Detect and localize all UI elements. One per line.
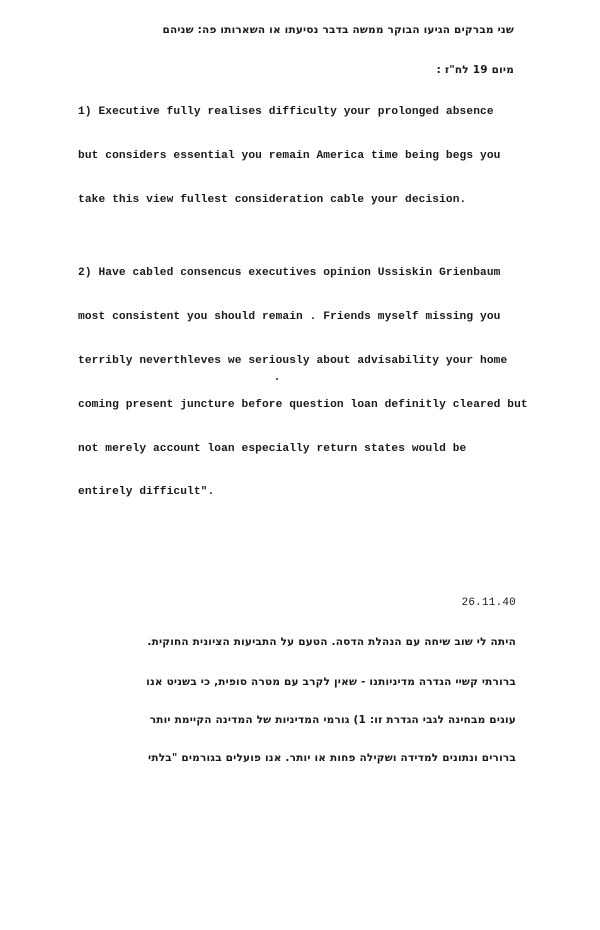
paragraph-1-line-2: but considers essential you remain America time being begs you [78, 150, 501, 162]
ink-speck [276, 378, 278, 380]
hebrew-paragraph-line-1: היתה לי שוב שיחה עם הנהלת הדסה. הטעם על התביעות הציונית החוקית. [147, 636, 516, 648]
paragraph-2-line-2: most consistent you should remain . Friends myself missing you [78, 311, 501, 323]
paragraph-1-line-3: take this view fullest consideration cable your decision. [78, 194, 467, 206]
header-hebrew-line-1: שני מברקים הגיעו הבוקר ממשה בדבר נסיעתו או השארותו פה: שניהם [162, 24, 514, 36]
paragraph-2-line-5: not merely account loan especially return states would be [78, 443, 467, 455]
hebrew-paragraph-line-3: עוגים מבחינה לגבי הגדרת זו: 1) גורמי המדיניות של המדינה הקיימת יותר [149, 714, 516, 726]
paragraph-2-line-3: terribly neverthleves we seriously about advisability your home [78, 355, 508, 367]
hebrew-paragraph-line-2: ברורתי קשיי הגדרה מדיניותנו - שאין לקרב עם מטרה סופית, כי בשניט אנו [146, 676, 516, 688]
header-hebrew-line-2: מיום 19 לח"ז : [436, 64, 514, 76]
hebrew-paragraph-line-4: ברורים ונתונים למדידה ושקילה פחות או יותר. אנו פועלים בגורמים "בלתי [148, 752, 516, 764]
paragraph-2-line-4: coming present juncture before question loan definitly cleared but [78, 399, 528, 411]
entry-date: 26.11.40 [461, 597, 516, 609]
paragraph-2-line-1: 2) Have cabled consencus executives opinion Ussiskin Grienbaum [78, 267, 501, 279]
paragraph-2-line-6: entirely difficult". [78, 486, 215, 498]
paragraph-1-line-1: 1) Executive fully realises difficulty your prolonged absence [78, 106, 494, 118]
